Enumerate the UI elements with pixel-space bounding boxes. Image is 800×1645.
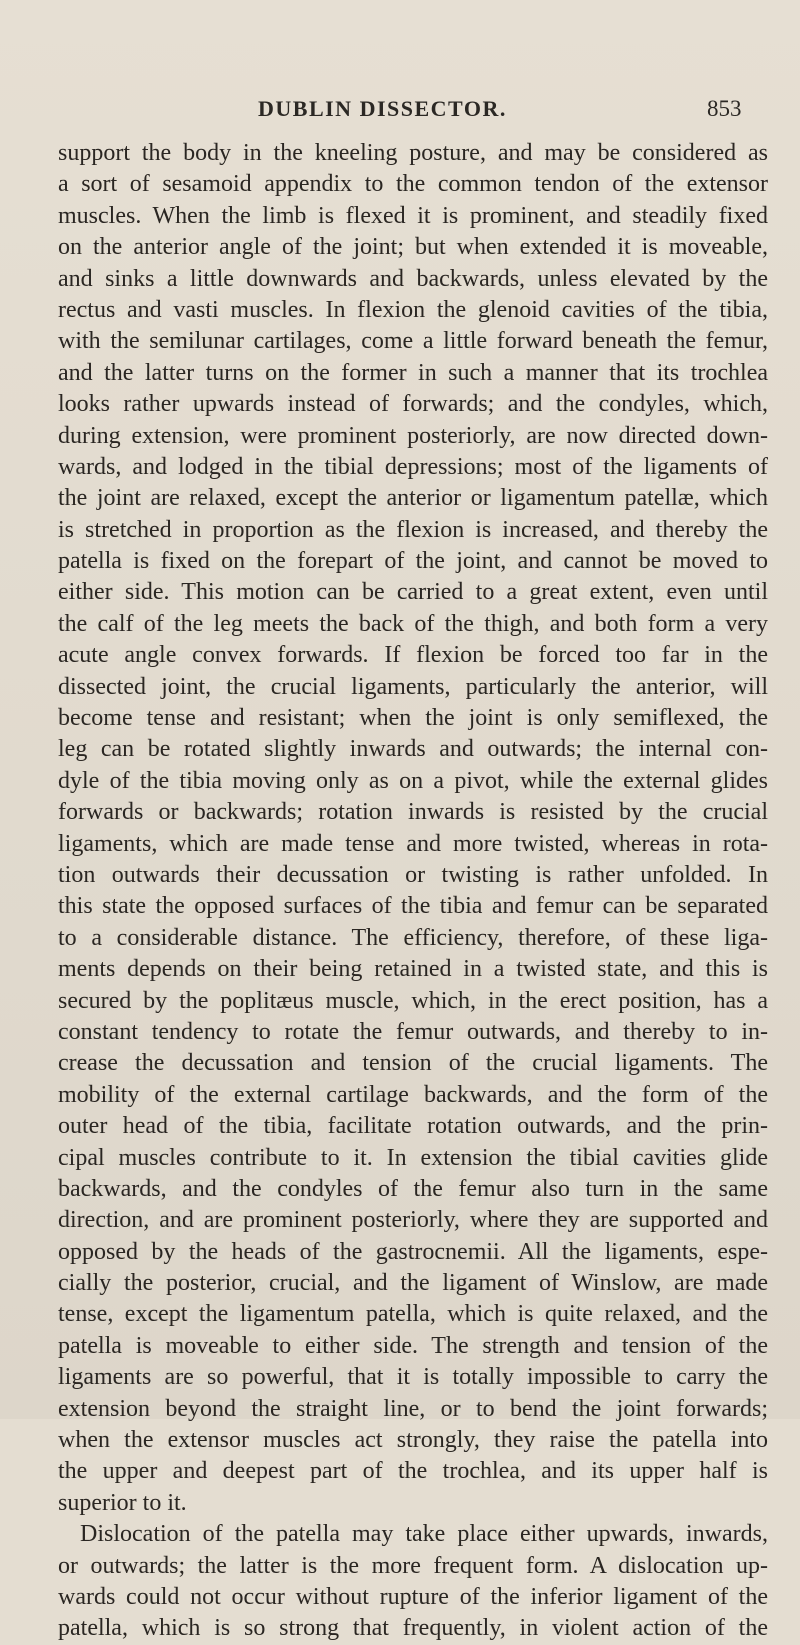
text-line: looks rather upwards instead of forwards; and the condyles, which, — [58, 391, 768, 418]
text-line: and the latter turns on the former in such a manner that its trochlea — [58, 359, 768, 386]
text-line: the joint are relaxed, except the anterior or ligamentum patellæ, which — [58, 485, 768, 512]
page-number: 853 — [707, 96, 742, 121]
page-header — [0, 96, 800, 126]
text-line: muscles. When the limb is flexed it is prominent, and steadily fixed — [58, 202, 768, 229]
text-line: patella is fixed on the forepart of the joint, and cannot be moved to — [58, 548, 768, 575]
text-line: forwards or backwards; rotation inwards is resisted by the crucial — [58, 799, 768, 826]
text-line: cially the posterior, crucial, and the ligament of Winslow, are made — [58, 1270, 768, 1297]
text-line: this state the opposed surfaces of the tibia and femur can be separated — [58, 893, 768, 920]
text-line: ligaments are so powerful, that it is totally impossible to carry the — [58, 1364, 768, 1391]
text-line: or outwards; the latter is the more frequent form. A dislocation up- — [58, 1552, 768, 1579]
text-line: direction, and are prominent posteriorly, where they are supported and — [58, 1207, 768, 1234]
text-line: leg can be rotated slightly inwards and outwards; the internal con- — [58, 736, 768, 763]
text-line: on the anterior angle of the joint; but when extended it is moveable, — [58, 234, 768, 261]
text-line: a sort of sesamoid appendix to the common tendon of the extensor — [58, 171, 768, 198]
text-line: become tense and resistant; when the joint is only semiflexed, the — [58, 705, 768, 732]
text-line: backwards, and the condyles of the femur also turn in the same — [58, 1175, 768, 1202]
text-line: cipal muscles contribute to it. In extension the tibial cavities glide — [58, 1144, 768, 1171]
text-line: and sinks a little downwards and backwards, unless elevated by the — [58, 265, 768, 292]
text-line: support the body in the kneeling posture, and may be considered as — [58, 140, 768, 166]
text-line: secured by the poplitæus muscle, which, in the erect position, has a — [58, 987, 768, 1014]
text-line: opposed by the heads of the gastrocnemii. All the ligaments, espe- — [58, 1238, 768, 1265]
text-line: superior to it. — [58, 1489, 187, 1516]
text-line: dyle of the tibia moving only as on a pivot, while the external glides — [58, 767, 768, 794]
text-line: either side. This motion can be carried to a great extent, even until — [58, 579, 768, 606]
text-line: the calf of the leg meets the back of the thigh, and both form a very — [58, 610, 768, 637]
text-line: ligaments, which are made tense and more twisted, whereas in rota- — [58, 830, 768, 857]
text-line: with the semilunar cartilages, come a little forward beneath the femur, — [58, 328, 768, 355]
text-line: dissected joint, the crucial ligaments, particularly the anterior, will — [58, 673, 768, 700]
text-line: crease the decussation and tension of the crucial ligaments. The — [58, 1050, 768, 1077]
text-line: constant tendency to rotate the femur outwards, and thereby to in- — [58, 1018, 768, 1045]
text-line: mobility of the external cartilage backwards, and the form of the — [58, 1081, 768, 1108]
text-line: ments depends on their being retained in a twisted state, and this is — [58, 956, 768, 983]
text-line: the upper and deepest part of the trochlea, and its upper half is — [58, 1458, 768, 1485]
running-title: DUBLIN DISSECTOR. — [258, 96, 507, 121]
text-line: is stretched in proportion as the flexion is increased, and thereby the — [58, 516, 768, 543]
text-line: acute angle convex forwards. If flexion be forced too far in the — [58, 642, 768, 669]
text-line: wards could not occur without rupture of the inferior ligament of the — [58, 1583, 768, 1610]
text-line: patella, which is so strong that frequently, in violent action of the — [58, 1615, 768, 1642]
text-line: to a considerable distance. The efficiency, therefore, of these liga- — [58, 924, 768, 951]
text-line: extension beyond the straight line, or to bend the joint forwards; — [58, 1395, 768, 1422]
text-line: tion outwards their decussation or twisting is rather unfolded. In — [58, 861, 768, 888]
text-line: when the extensor muscles act strongly, they raise the patella into — [58, 1427, 768, 1454]
text-line: during extension, were prominent posteriorly, are now directed down- — [58, 422, 768, 449]
text-line: Dislocation of the patella may take place either upwards, inwards, — [80, 1521, 768, 1548]
text-line: rectus and vasti muscles. In flexion the glenoid cavities of the tibia, — [58, 296, 768, 323]
text-line: outer head of the tibia, facilitate rotation outwards, and the prin- — [58, 1113, 768, 1140]
text-line: patella is moveable to either side. The strength and tension of the — [58, 1332, 768, 1359]
text-line: wards, and lodged in the tibial depressions; most of the ligaments of — [58, 453, 768, 480]
text-line: tense, except the ligamentum patella, which is quite relaxed, and the — [58, 1301, 768, 1328]
